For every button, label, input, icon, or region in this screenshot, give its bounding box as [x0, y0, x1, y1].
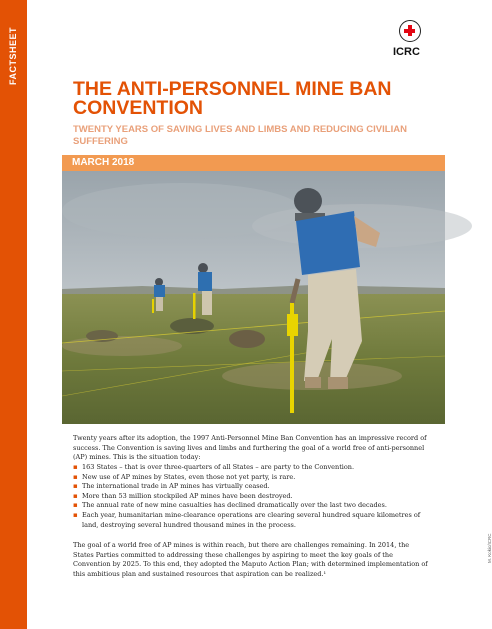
list-item: ▪ Each year, humanitarian mine-clearance operations are clearing several hundred square kilometres of land, destroying several hundred thousand mines in the process. — [73, 511, 433, 530]
date-banner — [62, 155, 445, 171]
page-subtitle: TWENTY YEARS OF SAVING LIVES AND LIMBS AND REDUCING CIVILIAN SUFFERING — [73, 124, 407, 147]
list-item: ▪ New use of AP mines by States, even those not yet party, is rare. — [73, 473, 433, 483]
page-title: THE ANTI-PERSONNEL MINE BAN CONVENTION — [73, 78, 392, 119]
intro-paragraph: Twenty years after its adoption, the 1997 Anti-Personnel Mine Ban Convention has an impressive record of success. The Convention is saving lives and limbs and furthering the goal of a world free of anti-personnel (AP) mines. This is the situation today: — [73, 434, 427, 462]
closing-paragraph: The goal of a world free of AP mines is within reach, but there are challenges remaining. In 2014, the States Parties committed to addressing these challenges by aspiring to meet the key goals of the Convention by 2025. To this end, they adopted the Maputo Action Plan; with determined implementation of this ambitious plan and sustained resources that aspiration can be realized.¹ — [73, 541, 428, 578]
red-cross-emblem-icon — [399, 20, 421, 42]
list-item: ▪ The international trade in AP mines has virtually ceased. — [73, 482, 433, 492]
logo-text: ICRC — [393, 46, 420, 58]
icrc-logo — [393, 20, 427, 58]
sidebar-stripe — [0, 0, 27, 629]
achievements-list — [73, 463, 433, 530]
list-item: ▪ 163 States – that is over three-quarters of all States – are party to the Convention. — [73, 463, 433, 473]
photo-credit: M. Kokic/ICRC — [487, 533, 492, 563]
sidebar-label: FACTSHEET — [8, 26, 18, 85]
list-item: ▪ The annual rate of new mine casualties has declined dramatically over the last two decades. — [73, 501, 433, 511]
list-item: ▪ More than 53 million stockpiled AP mines have been destroyed. — [73, 492, 433, 502]
publication-date: MARCH 2018 — [72, 157, 135, 168]
